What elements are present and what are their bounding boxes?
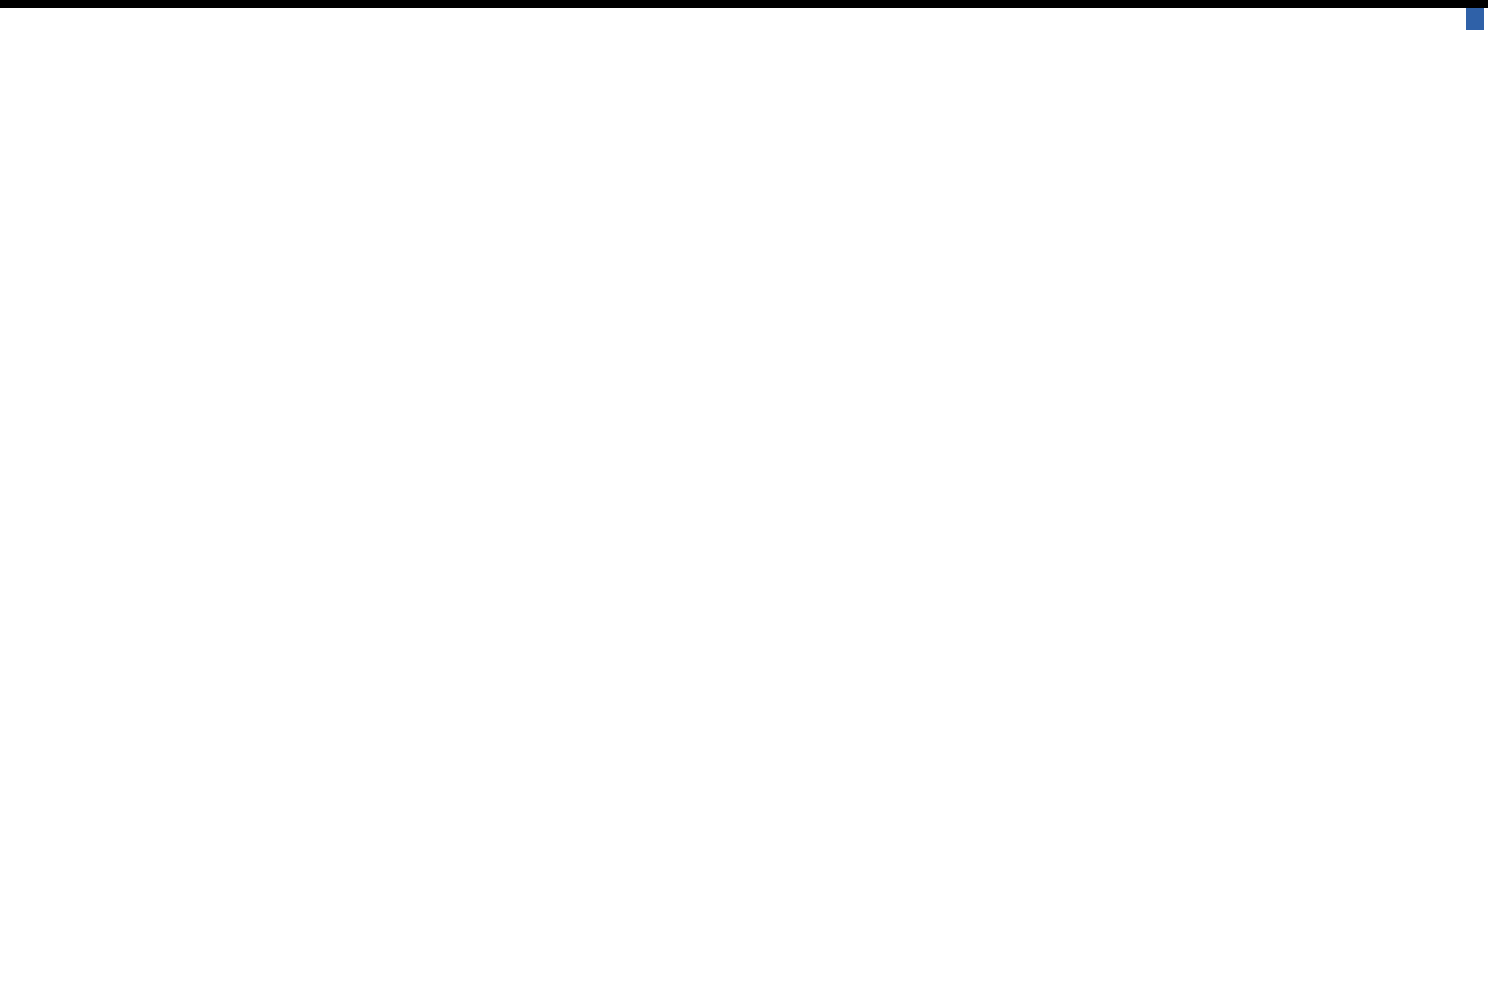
column-entwurf-text — [1376, 612, 1380, 972]
